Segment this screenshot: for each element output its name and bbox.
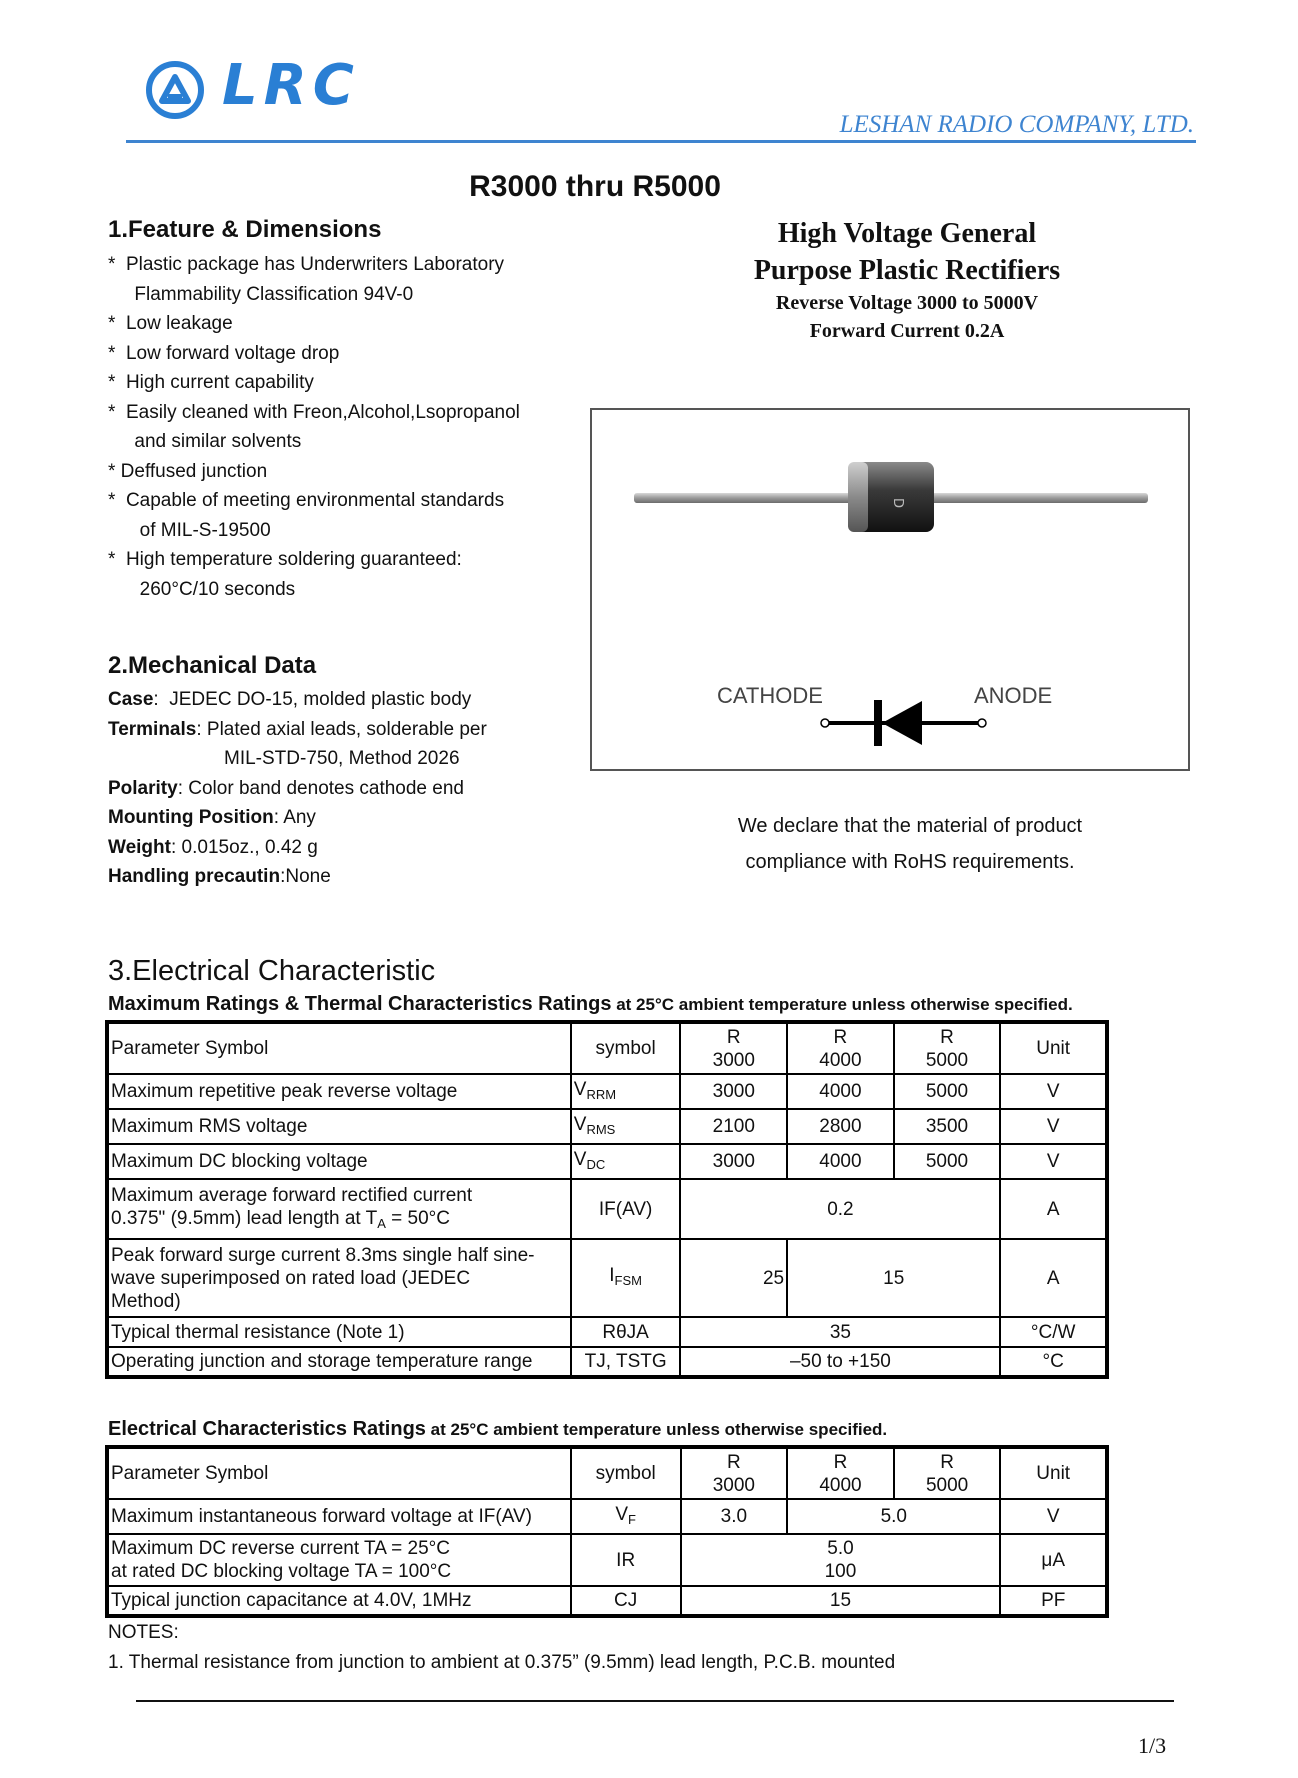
param-cell: Maximum DC blocking voltage — [107, 1144, 571, 1179]
mech-item — [108, 685, 487, 715]
symbol-cell: RθJA — [571, 1317, 681, 1347]
value-cell: 3000 — [680, 1144, 787, 1179]
table-row — [107, 1109, 1107, 1144]
mech-label: Handling precautin — [108, 866, 281, 887]
mech-value: : Color band denotes cathode end — [177, 777, 464, 799]
feature-line: * Deffused junction — [108, 460, 268, 482]
feature-line: of MIL-S-19500 — [108, 519, 271, 541]
unit-cell: V — [1000, 1074, 1107, 1109]
value-cell: 4000 — [787, 1144, 894, 1179]
value-cell: 5.0 100 — [681, 1534, 1001, 1586]
col-r5000: R 5000 — [894, 1022, 1001, 1074]
feature-line: Flammability Classification 94V-0 — [108, 283, 414, 305]
mech-item — [108, 862, 487, 892]
value-cell: 5000 — [894, 1074, 1001, 1109]
rohs-line1: We declare that the material of product — [737, 815, 1083, 837]
max-ratings-table — [105, 1020, 1109, 1379]
col-r5000: R 5000 — [894, 1447, 1001, 1499]
col-param: Parameter Symbol — [107, 1447, 571, 1499]
reverse-voltage: Reverse Voltage 3000 to 5000V — [775, 292, 1039, 314]
value-cell: 5.0 — [787, 1499, 1000, 1534]
mech-item — [108, 744, 487, 774]
value-cell: 35 — [680, 1317, 1000, 1347]
feature-line: * Capable of meeting environmental standards — [108, 490, 505, 511]
diode-symbol-icon — [821, 700, 986, 746]
table-row — [107, 1534, 1107, 1586]
table-header-row — [107, 1447, 1107, 1499]
mech-item — [108, 774, 487, 804]
unit-cell: V — [1000, 1109, 1107, 1144]
elec-ratings-heading — [108, 1418, 887, 1441]
col-param: Parameter Symbol — [107, 1022, 571, 1074]
product-title-line1: High Voltage General — [777, 218, 1037, 249]
page-title: R3000 thru R5000 — [469, 170, 721, 203]
param-cell: Maximum RMS voltage — [107, 1109, 571, 1144]
product-summary — [712, 215, 1102, 345]
max-ratings-heading — [108, 993, 1073, 1016]
table-row — [107, 1586, 1107, 1616]
mech-value: MIL-STD-750, Method 2026 — [224, 748, 460, 769]
table-row — [107, 1239, 1107, 1317]
feature-line: * High current capability — [108, 372, 314, 393]
table-row — [107, 1347, 1107, 1377]
product-title-line2: Purpose Plastic Rectifiers — [753, 255, 1061, 286]
param-cell: Operating junction and storage temperature range — [107, 1347, 571, 1377]
col-r4000: R 4000 — [787, 1022, 894, 1074]
rohs-statement — [690, 808, 1130, 880]
rohs-line2: compliance with RoHS requirements. — [745, 851, 1075, 873]
symbol-cell: CJ — [571, 1586, 681, 1616]
mech-label: Mounting Position — [108, 807, 274, 828]
value-cell: 25 — [680, 1239, 787, 1317]
feature-line: * Low leakage — [108, 313, 233, 334]
features-heading: 1.Feature & Dimensions — [108, 216, 382, 243]
unit-cell: PF — [1000, 1586, 1107, 1616]
col-r3000: R 3000 — [681, 1447, 788, 1499]
col-unit: Unit — [1000, 1022, 1107, 1074]
mech-label: Case — [108, 689, 154, 710]
unit-cell: A — [1000, 1239, 1107, 1317]
value-cell: 3000 — [680, 1074, 787, 1109]
mech-item — [108, 803, 487, 833]
diode-illustration — [592, 410, 1188, 769]
param-cell: Maximum DC reverse current TA = 25°C at rated DC blocking voltage TA = 100°C — [107, 1534, 571, 1586]
param-cell: Maximum average forward rectified current 0.375" (9.5mm) lead length at $T_A = 50^\circ C$ — [107, 1179, 571, 1239]
symbol-cell: $I_{FSM}$ — [571, 1239, 681, 1317]
company-name: LESHAN RADIO COMPANY, LTD. — [839, 111, 1194, 138]
mechanical-list — [108, 685, 487, 892]
symbol-cell: $V_{RRM}$ — [571, 1074, 681, 1109]
mech-label: Polarity — [108, 777, 178, 799]
mech-label: Terminals — [108, 718, 197, 740]
table-row — [107, 1144, 1107, 1179]
param-cell: Maximum repetitive peak reverse voltage — [107, 1074, 571, 1109]
logo-mark-icon — [158, 73, 192, 107]
cathode-label: CATHODE — [717, 683, 823, 708]
unit-cell: A — [1000, 1179, 1107, 1239]
mech-value: : 0.015oz., 0.42 g — [170, 836, 318, 858]
mech-item — [108, 715, 487, 745]
param-cell: Maximum instantaneous forward voltage at IF(AV) — [107, 1499, 571, 1534]
mech-value: : Any — [273, 807, 316, 828]
feature-line: and similar solvents — [108, 431, 302, 452]
unit-cell: °C — [1000, 1347, 1107, 1377]
value-cell: 3500 — [894, 1109, 1001, 1144]
forward-current: Forward Current 0.2A — [809, 320, 1005, 342]
symbol-cell: IR — [571, 1534, 681, 1586]
col-r4000: R 4000 — [787, 1447, 894, 1499]
value-cell: 0.2 — [680, 1179, 1000, 1239]
max-ratings-title: Maximum Ratings & Thermal Characteristics Ratings — [108, 993, 612, 1015]
value-cell: 5000 — [894, 1144, 1001, 1179]
value-cell: –50 to +150 — [680, 1347, 1000, 1377]
elec-ratings-title: Electrical Characteristics Ratings — [108, 1418, 426, 1440]
feature-line: * Plastic package has Underwriters Laboratory — [108, 254, 505, 275]
cathode-band — [848, 462, 868, 532]
feature-line: * Easily cleaned with Freon,Alcohol,Lsopropanol — [108, 401, 520, 423]
table-row — [107, 1317, 1107, 1347]
svg-text:D: D — [890, 498, 905, 509]
param-cell: Typical junction capacitance at 4.0V, 1MHz — [107, 1586, 571, 1616]
features-list — [108, 250, 520, 604]
value-cell: 15 — [681, 1586, 1001, 1616]
max-ratings-note: at 25°C ambient temperature unless otherwise specified. — [611, 995, 1073, 1014]
symbol-cell: $V_F$ — [571, 1499, 681, 1534]
notes-title: NOTES: — [108, 1622, 179, 1643]
param-cell: Typical thermal resistance (Note 1) — [107, 1317, 571, 1347]
value-cell: 3.0 — [681, 1499, 788, 1534]
value-cell: 2100 — [680, 1109, 787, 1144]
col-symbol: symbol — [571, 1447, 681, 1499]
unit-cell: μA — [1000, 1534, 1107, 1586]
table-row — [107, 1499, 1107, 1534]
col-symbol: symbol — [571, 1022, 681, 1074]
unit-cell: V — [1000, 1144, 1107, 1179]
col-unit: Unit — [1000, 1447, 1107, 1499]
notes-block — [108, 1618, 895, 1678]
symbol-cell: $V_{DC}$ — [571, 1144, 681, 1179]
logo-text: LRC — [222, 53, 360, 118]
symbol-cell: TJ, TSTG — [571, 1347, 681, 1377]
mech-value: :None — [280, 866, 331, 887]
mechanical-heading: 2.Mechanical Data — [108, 652, 317, 679]
anode-label: ANODE — [974, 683, 1053, 708]
symbol-cell: IF(AV) — [571, 1179, 681, 1239]
page-number: 1/3 — [1138, 1733, 1167, 1758]
unit-cell: °C/W — [1000, 1317, 1107, 1347]
feature-line: * High temperature soldering guaranteed: — [108, 549, 462, 570]
mech-value: : JEDEC DO-15, molded plastic body — [153, 689, 472, 710]
feature-line: * Low forward voltage drop — [108, 342, 340, 364]
col-r3000: R 3000 — [680, 1022, 787, 1074]
elec-ratings-note: at 25°C ambient temperature unless otherwise specified. — [425, 1420, 888, 1439]
value-cell: 15 — [787, 1239, 1000, 1317]
footer-divider — [136, 1700, 1174, 1702]
value-cell: 4000 — [787, 1074, 894, 1109]
table-header-row — [107, 1022, 1107, 1074]
symbol-cell: $V_{RMS}$ — [571, 1109, 681, 1144]
param-cell: Peak forward surge current 8.3ms single half sine- wave superimposed on rated load (JEDEC Method) — [107, 1239, 571, 1317]
note-1: 1. Thermal resistance from junction to ambient at 0.375” (9.5mm) lead length, P.C.B. mounted — [108, 1652, 896, 1673]
table-row — [107, 1074, 1107, 1109]
mech-item — [108, 833, 487, 863]
electrical-heading: 3.Electrical Characteristic — [108, 955, 436, 987]
unit-cell: V — [1000, 1499, 1107, 1534]
diode-image-box — [590, 408, 1190, 771]
mech-label: Weight — [108, 836, 171, 858]
table-row — [107, 1179, 1107, 1239]
mech-value: : Plated axial leads, solderable per — [196, 718, 487, 740]
header-divider — [126, 140, 1196, 143]
value-cell: 2800 — [787, 1109, 894, 1144]
elec-ratings-table — [105, 1445, 1109, 1618]
feature-line: 260°C/10 seconds — [108, 578, 296, 600]
